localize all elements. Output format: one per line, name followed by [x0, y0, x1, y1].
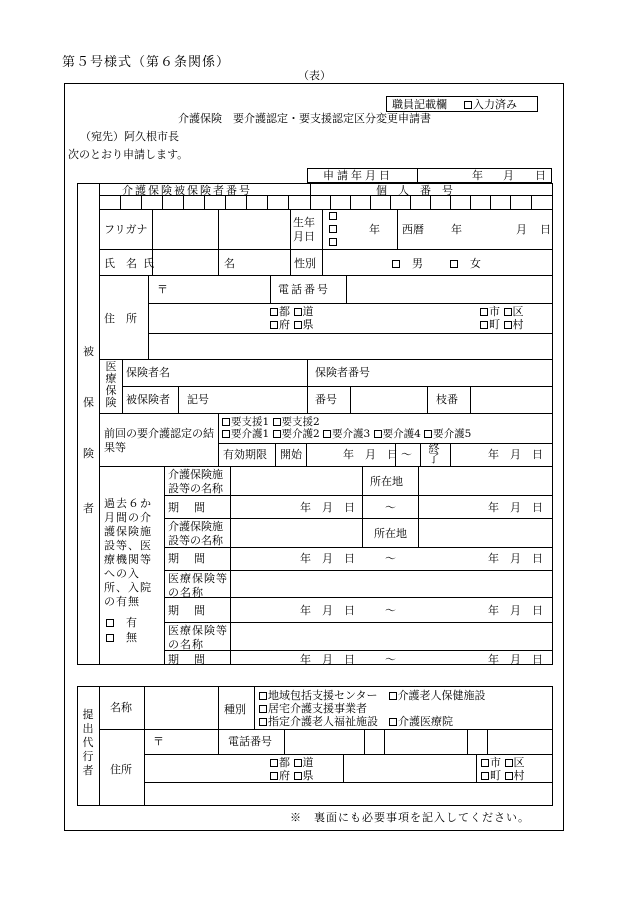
- entered-label: 入力済み: [473, 98, 517, 111]
- medical-name-label-2: 医療保険等の名称: [168, 624, 228, 651]
- side-label-1: 被: [83, 345, 94, 358]
- form-side: （表）: [298, 69, 331, 82]
- gender-label: 性別: [294, 257, 316, 270]
- period-1-tilde: ～: [385, 501, 396, 514]
- agent-postal-mark: 〒: [153, 735, 164, 748]
- agent-side-label: 提 出 代 行 者: [82, 708, 94, 777]
- form-title: 介護保険 要介護認定・要支援認定区分変更申請書: [178, 112, 431, 125]
- period-label-2: 期 間: [168, 552, 207, 565]
- city-checkboxes[interactable]: 市 区 町 村: [480, 305, 524, 331]
- validity-label: 有効期限: [223, 448, 267, 461]
- level-options[interactable]: 要支援1 要支援2 要介護1 要介護2 要介護3 要介護4 要介護5: [222, 416, 471, 440]
- era-checkbox-1[interactable]: [329, 212, 337, 220]
- facility-name-label-2: 介護保険施設等の名称: [168, 520, 223, 547]
- date-month: 月: [503, 169, 514, 182]
- insured-number-label: 介護保険被保険者番号: [122, 184, 252, 197]
- agent-type-label: 種別: [224, 703, 246, 716]
- birth-day: 日: [540, 223, 551, 236]
- agent-address-label: 住所: [110, 763, 132, 776]
- prev-cert-label: 前回の要介護認定の結果等: [104, 427, 214, 454]
- medical-label: 医 療 保 険: [105, 360, 117, 409]
- name-family-label: 氏: [143, 257, 154, 270]
- footer-note: ※ 裏面にも必要事項を記入してください。: [290, 811, 530, 824]
- agent-city-checkboxes[interactable]: 市 区 町 村: [481, 756, 525, 782]
- intro-text: 次のとおり申請します。: [68, 148, 189, 161]
- furigana-label: フリガナ: [104, 223, 148, 236]
- period-label-1: 期 間: [168, 501, 207, 514]
- phone-label: 電話番号: [278, 283, 330, 296]
- birth-year: 年: [369, 223, 380, 236]
- birth-label: 生年月日: [293, 216, 315, 243]
- side-label-4: 者: [83, 502, 94, 515]
- period-4-from[interactable]: 年 月 日: [300, 653, 355, 666]
- insurer-number-label: 保険者番号: [315, 366, 370, 379]
- personal-number-label: 個 人 番 号: [376, 184, 453, 197]
- gender-male[interactable]: [392, 258, 423, 269]
- date-label: 申請年月日: [323, 169, 393, 182]
- agent-name-label: 名称: [110, 701, 132, 714]
- period-label-4: 期 間: [168, 653, 207, 666]
- period-label-3: 期 間: [168, 604, 207, 617]
- date-day: 日: [535, 169, 546, 182]
- name-label: 氏 名: [104, 257, 137, 270]
- staff-field-label: 職員記載欄: [392, 98, 447, 111]
- period-1-from[interactable]: 年 月 日: [300, 501, 355, 514]
- era-checkbox-3[interactable]: [329, 238, 337, 246]
- end-label: 終 了: [428, 442, 440, 465]
- past-no[interactable]: 無: [106, 632, 137, 643]
- checkbox-icon: [464, 101, 472, 109]
- name-given-label: 名: [224, 257, 235, 270]
- entered-checkbox[interactable]: [464, 99, 517, 110]
- start-label: 開始: [280, 448, 302, 461]
- postal-mark: 〒: [157, 283, 168, 296]
- past-yes[interactable]: 有: [106, 617, 137, 628]
- branch-label: 枝番: [436, 393, 458, 406]
- side-label-3: 険: [83, 447, 94, 460]
- period-2-from[interactable]: 年 月 日: [300, 552, 355, 565]
- form-number: 第５号様式（第６条関係）: [62, 55, 231, 70]
- address-label: 住 所: [104, 312, 137, 325]
- birth-month: 月: [516, 223, 527, 236]
- location-label-1: 所在地: [370, 475, 403, 488]
- checkbox-icon: [392, 260, 400, 268]
- number-label: 番号: [315, 393, 337, 406]
- female-label: 女: [470, 257, 481, 270]
- period-2-to[interactable]: 年 月 日: [488, 552, 543, 565]
- tilde: ～: [401, 448, 412, 461]
- male-label: 男: [412, 257, 423, 270]
- agent-pref-checkboxes[interactable]: 都 道 府 県: [270, 756, 314, 782]
- insurer-name-label: 保険者名: [126, 366, 170, 379]
- agent-phone-label: 電話番号: [228, 735, 272, 748]
- end-date[interactable]: 年 月 日: [488, 448, 543, 461]
- medical-name-label-1: 医療保険等の名称: [168, 572, 228, 599]
- symbol-label: 記号: [187, 393, 209, 406]
- seireki-year: 年: [451, 223, 462, 236]
- checkbox-icon: [450, 260, 458, 268]
- period-4-to[interactable]: 年 月 日: [488, 653, 543, 666]
- date-year: 年: [472, 169, 483, 182]
- era-checkbox-2[interactable]: [329, 225, 337, 233]
- seireki-label: 西暦: [402, 223, 424, 236]
- past-six-months-label: 過去６か月間の介護保険施設等、医療機関等への入所、入院の有無: [104, 497, 152, 608]
- period-4-tilde: ～: [385, 653, 396, 666]
- agent-type-options[interactable]: 地域包括支援センター 介護老人保健施設 居宅介護支援事業者 指定介護老人福祉施設 介護医療院: [259, 689, 486, 728]
- insured-person-label: 被保険者: [126, 393, 170, 406]
- period-1-to[interactable]: 年 月 日: [488, 501, 543, 514]
- period-3-tilde: ～: [385, 604, 396, 617]
- period-3-from[interactable]: 年 月 日: [300, 604, 355, 617]
- gender-female[interactable]: [450, 258, 481, 269]
- addressee: （宛先）阿久根市長: [80, 130, 179, 143]
- start-date[interactable]: 年 月 日: [343, 448, 398, 461]
- period-3-to[interactable]: 年 月 日: [488, 604, 543, 617]
- side-label-2: 保: [83, 396, 94, 409]
- location-label-2: 所在地: [374, 527, 407, 540]
- period-2-tilde: ～: [385, 552, 396, 565]
- pref-checkboxes[interactable]: 都 道 府 県: [270, 305, 314, 331]
- facility-name-label-1: 介護保険施設等の名称: [168, 468, 223, 495]
